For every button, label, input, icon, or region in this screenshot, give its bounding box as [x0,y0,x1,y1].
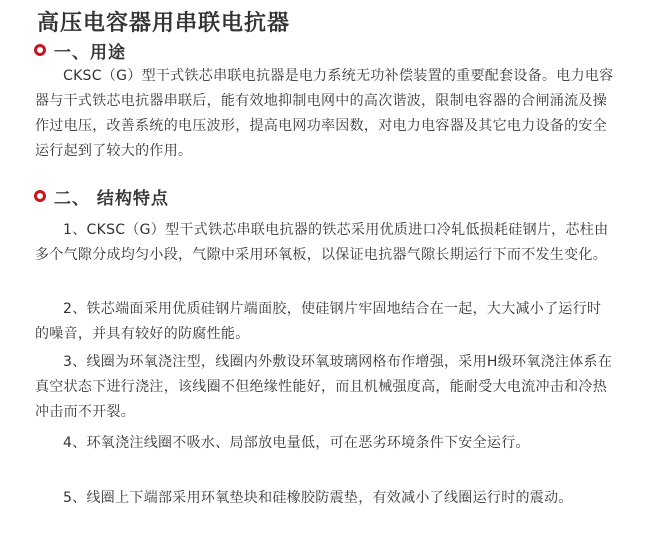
usage-paragraph: CKSC（G）型干式铁芯串联电抗器是电力系统无功补偿装置的重要配套设备。电力电容器与干式铁芯电抗器串联后，能有效地抑制电网中的高次谐波，限制电容器的合闸涌流及操作过电压，改善系统的电压波形，提高电网功率因数，对电力电容器及其它电力设备的安全运行起到了较大的作用。 [35,68,614,159]
section-heading-label: 一、用途 [54,42,126,63]
page-title: 高压电容器用串联电抗器 [37,11,291,36]
section-heading-structure [34,184,169,208]
structure-paragraph-1: 1、CKSC（G）型干式铁芯串联电抗器的铁芯采用优质进口冷轧低损耗硅钢片，芯柱由多个气隙分成均匀小段，气隙中采用环氧板，以保证电抗器气隙长期运行下而不发生变化。 [35,222,609,263]
circle-bullet-icon [34,44,46,56]
structure-paragraph-3: 3、线圈为环氧浇注型，线圈内外敷设环氧玻璃网格布作增强，采用H级环氧浇注体系在真空状态下进行浇注，该线圈不但绝缘性能好，而且机械强度高，能耐受大电流冲击和冷热冲击而不开裂。 [35,354,613,420]
structure-paragraph-2: 2、铁芯端面采用优质硅钢片端面胶，使硅钢片牢固地结合在一起，大大减小了运行时的噪音，并具有较好的防腐性能。 [35,301,602,342]
structure-paragraph-5: 5、线圈上下端部采用环氧垫块和硅橡胶防震垫，有效减小了线圈运行时的震动。 [63,490,573,506]
section-heading-usage [34,38,126,62]
circle-bullet-icon [34,190,46,202]
structure-paragraph-4: 4、环氧浇注线圈不吸水、局部放电量低，可在恶劣环境条件下安全运行。 [63,435,530,451]
section-heading-label: 二、 结构特点 [54,188,169,209]
